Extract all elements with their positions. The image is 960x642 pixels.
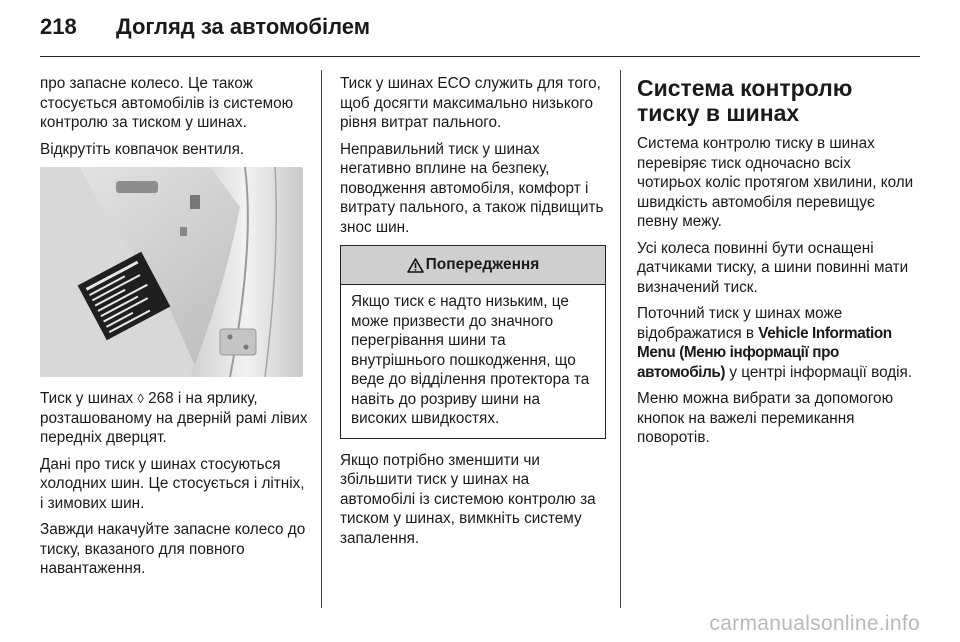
paragraph: Дані про тиск у шинах стосуються холодних шин. Це стосується і літніх, і зимових шин. <box>40 455 305 512</box>
paragraph: Тиск у шинах ECO служить для того, щоб досягти максимально низького рівня витрат пального. <box>340 75 601 131</box>
reference-arrow-icon: ◊ <box>137 391 144 406</box>
header-rule <box>40 56 920 57</box>
warning-header <box>341 246 605 285</box>
paragraph: Тиск у шинах ◊ 268 і на ярлику, розташованому на дверній рамі лівих передніх дверцят. <box>40 390 308 446</box>
paragraph: Якщо потрібно зменшити чи збільшити тиск у шинах на автомобілі із системою контролю за тиском у шинах, вимкніть систему запалення. <box>340 451 596 547</box>
door-frame-tire-label-photo <box>40 167 303 377</box>
menu-reference: Vehicle Information Menu (Меню інформації про автомобіль) <box>637 324 892 381</box>
paragraph: Меню можна вибрати за допомогою кнопок на важелі перемикання поворотів. <box>637 390 894 446</box>
column-divider-2 <box>620 70 621 608</box>
paragraph: Завжди накачуйте запасне колесо до тиску, вказаного для повного навантаження. <box>40 521 306 577</box>
paragraph: Усі колеса повинні бути оснащені датчиками тиску, а шини повинні мати визначений тиск. <box>637 239 909 296</box>
paragraph: про запасне колесо. Це також стосується автомобілів із системою контролю за тиском у шинах. <box>40 75 294 131</box>
warning-triangle-icon <box>407 258 424 273</box>
warning-title: Попередження <box>425 256 540 274</box>
paragraph: Неправильний тиск у шинах негативно вплине на безпеку, поводження автомобіля, комфорт і витрату пального, а також підвищить знос шин. <box>340 140 604 236</box>
column-3 <box>637 74 917 455</box>
paragraph: Відкрутіть ковпачок вентиля. <box>40 140 245 158</box>
page-title: Догляд за автомобілем <box>116 14 371 39</box>
column-1 <box>40 74 308 586</box>
paragraph: Система контролю тиску в шинах перевіряє тиск одночасно всіх чотирьох коліс протягом хвилини, коли швидкість автомобіля перевищує певну межу. <box>637 135 914 230</box>
page-header <box>40 14 370 40</box>
door-frame-illustration <box>40 167 303 377</box>
paragraph: Поточний тиск у шинах може відображатися в Vehicle Information Menu (Меню інформації про автомобіль) у центрі інформації водія. <box>637 305 913 381</box>
page-number: 218 <box>40 14 77 39</box>
column-2 <box>340 74 606 555</box>
section-heading: Система контролю тиску в шинах <box>637 75 853 126</box>
warning-box <box>340 245 606 439</box>
warning-text: Якщо тиск є надто низьким, це може призвести до значного перегрівання шини та внутрішнього пошкодження, що веде до відділення протектора та навіть до розриву шини на високих швидкостях. <box>351 293 590 427</box>
watermark: carmanualsonline.info <box>709 612 920 635</box>
column-divider-1 <box>321 70 322 608</box>
